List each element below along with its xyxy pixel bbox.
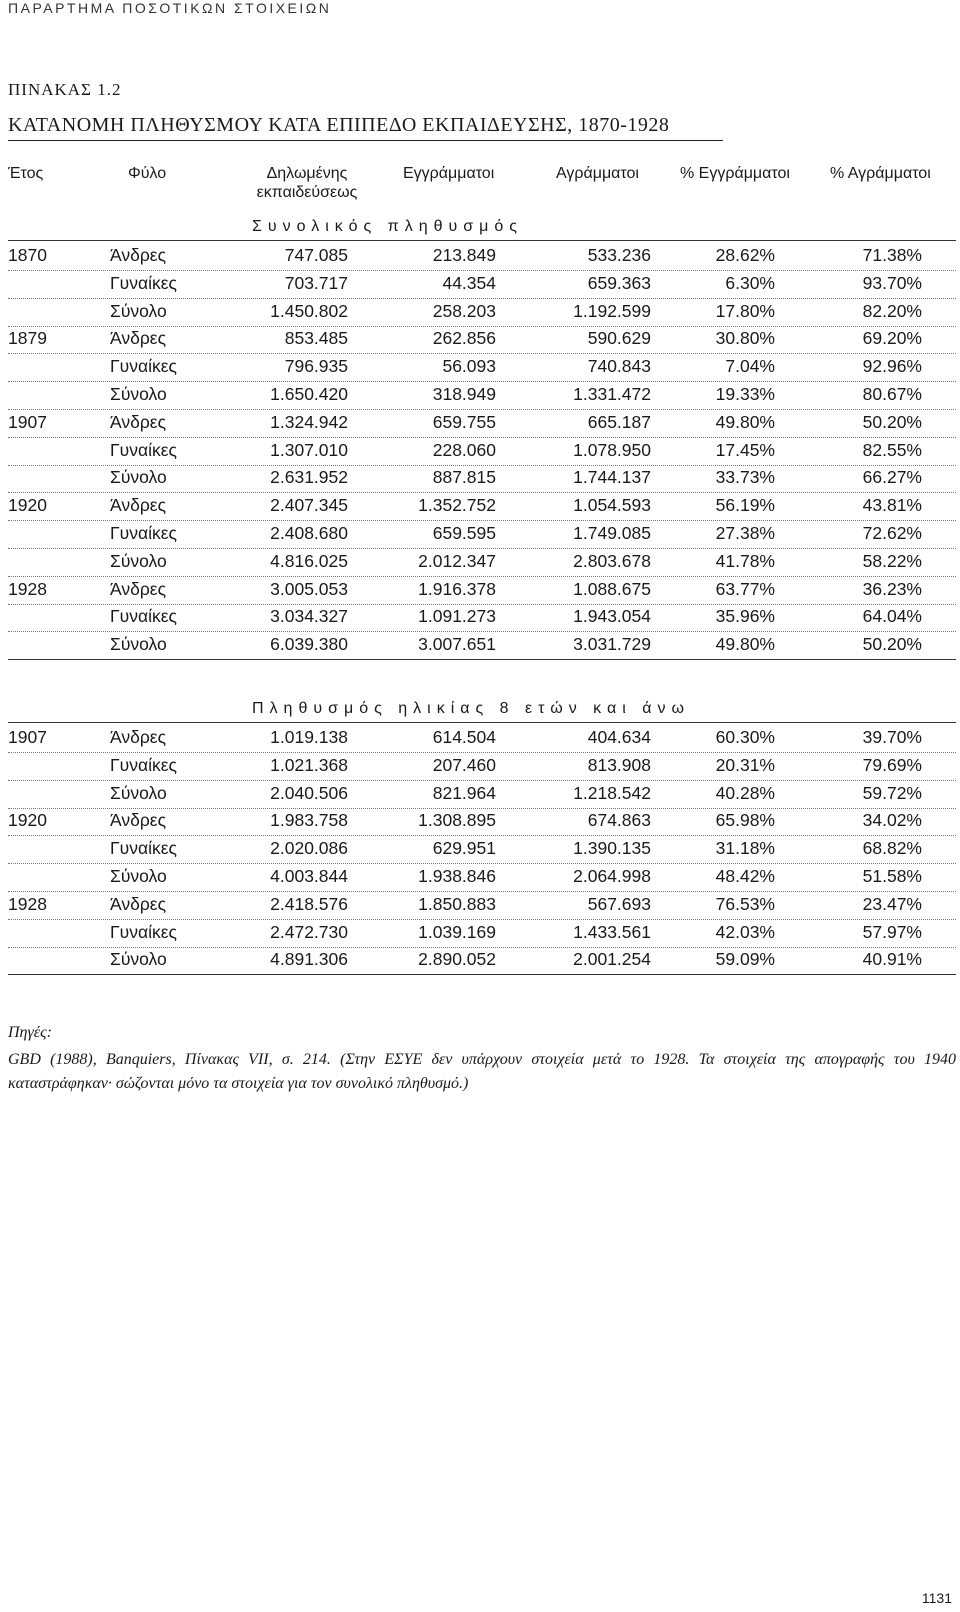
cell-illiterate: 1.088.675 [573, 578, 651, 599]
page-number: 1131 [921, 1590, 952, 1606]
cell-illiterate: 2.064.998 [573, 866, 651, 886]
cell-sex: Άνδρες [110, 495, 167, 516]
header-year: Έτος [8, 165, 44, 182]
cell-literate: 228.060 [432, 439, 496, 460]
header-literate: Εγγράμματοι [403, 165, 495, 182]
cell-year: 1907 [8, 727, 47, 747]
cell-declared: 4.816.025 [270, 550, 348, 571]
cell-pct-illiterate: 36.23% [862, 578, 922, 599]
cell-pct-literate: 59.09% [715, 949, 775, 970]
table-row [8, 863, 956, 892]
cell-pct-literate: 42.03% [715, 921, 775, 942]
cell-pct-illiterate: 23.47% [862, 893, 922, 914]
cell-declared: 3.034.327 [270, 606, 348, 627]
cell-illiterate: 404.634 [587, 727, 651, 747]
cell-pct-literate: 60.30% [715, 727, 775, 747]
cell-declared: 853.485 [284, 328, 348, 349]
table-row [8, 492, 956, 521]
cell-literate: 258.203 [432, 300, 496, 321]
cell-illiterate: 2.001.254 [573, 949, 651, 970]
cell-illiterate: 1.433.561 [573, 921, 651, 942]
section-rule-total [8, 240, 956, 241]
cell-literate: 1.091.273 [418, 606, 496, 627]
table-row [8, 631, 956, 660]
cell-sex: Γυναίκες [110, 439, 177, 460]
table-row [8, 724, 956, 753]
cell-sex: Γυναίκες [110, 921, 177, 942]
cell-illiterate: 1.943.054 [573, 606, 651, 627]
cell-illiterate: 1.390.135 [573, 838, 651, 859]
cell-pct-literate: 7.04% [725, 356, 775, 377]
title-rule [8, 140, 723, 141]
cell-sex: Άνδρες [110, 328, 167, 349]
cell-declared: 2.408.680 [270, 523, 348, 543]
cell-pct-illiterate: 66.27% [862, 467, 922, 488]
cell-illiterate: 533.236 [587, 245, 651, 265]
cell-sex: Σύνολο [110, 550, 167, 571]
table-row [8, 752, 956, 781]
table-title: ΚΑΤΑΝΟΜΗ ΠΛΗΘΥΣΜΟΥ ΚΑΤΑ ΕΠΙΠΕΔΟ ΕΚΠΑΙΔΕΥΣΗΣ, 1870-1928 [8, 114, 670, 136]
cell-declared: 1.450.802 [270, 300, 348, 321]
cell-pct-literate: 49.80% [715, 634, 775, 655]
cell-illiterate: 1.078.950 [573, 439, 651, 460]
cell-illiterate: 659.363 [587, 272, 651, 293]
cell-pct-literate: 41.78% [715, 550, 775, 571]
cell-declared: 1.983.758 [270, 810, 348, 831]
table-row [8, 807, 956, 836]
section-heading-age8: Πληθυσμός ηλικίας 8 ετών και άνω [252, 700, 690, 717]
cell-sex: Σύνολο [110, 467, 167, 488]
cell-illiterate: 674.863 [587, 810, 651, 831]
cell-literate: 614.504 [432, 727, 496, 747]
cell-pct-literate: 31.18% [715, 838, 775, 859]
cell-illiterate: 1.218.542 [573, 782, 651, 803]
cell-sex: Σύνολο [110, 866, 167, 886]
cell-sex: Σύνολο [110, 782, 167, 803]
running-head: ΠΑΡΑΡΤΗΜΑ ΠΟΣΟΤΙΚΩΝ ΣΤΟΙΧΕΙΩΝ [8, 0, 332, 16]
cell-literate: 1.308.895 [418, 810, 496, 831]
cell-pct-illiterate: 57.97% [862, 921, 922, 942]
cell-declared: 3.005.053 [270, 578, 348, 599]
cell-pct-literate: 17.45% [715, 439, 775, 460]
header-sex: Φύλο [128, 165, 167, 182]
table-row [8, 946, 956, 975]
header-pct-literate: % Εγγράμματοι [680, 165, 790, 182]
cell-pct-illiterate: 72.62% [862, 523, 922, 543]
cell-literate: 262.856 [432, 328, 496, 349]
cell-declared: 2.472.730 [270, 921, 348, 942]
cell-pct-literate: 65.98% [715, 810, 775, 831]
cell-declared: 747.085 [284, 245, 348, 265]
cell-sex: Γυναίκες [110, 356, 177, 377]
table-row [8, 409, 956, 438]
cell-pct-illiterate: 82.55% [862, 439, 922, 460]
cell-declared: 6.039.380 [270, 634, 348, 655]
cell-literate: 3.007.651 [418, 634, 496, 655]
cell-pct-illiterate: 92.96% [862, 356, 922, 377]
cell-declared: 1.021.368 [270, 754, 348, 775]
cell-literate: 2.890.052 [418, 949, 496, 970]
cell-pct-literate: 27.38% [715, 523, 775, 543]
cell-sex: Γυναίκες [110, 523, 177, 543]
sources-text: GBD (1988), Banquiers, Πίνακας VII, σ. 214. (Στην ΕΣΥΕ δεν υπάρχουν στοιχεία μετά το 1928. Τα στοιχεία της απογραφής του 1940 καταστράφηκαν· σώζονται μόνο τα στοιχεία για τον συνολικό πληθυσμό.) [8, 1051, 956, 1092]
header-declared [252, 164, 362, 202]
cell-pct-illiterate: 39.70% [862, 727, 922, 747]
cell-declared: 1.307.010 [270, 439, 348, 460]
cell-literate: 56.093 [442, 356, 496, 377]
table-row [8, 520, 956, 549]
header-pct-illiterate: % Αγράμματοι [830, 165, 931, 182]
cell-pct-literate: 48.42% [715, 866, 775, 886]
cell-illiterate: 1.331.472 [573, 384, 651, 404]
cell-literate: 1.352.752 [418, 495, 496, 516]
cell-declared: 4.891.306 [270, 949, 348, 970]
cell-declared: 2.040.506 [270, 782, 348, 803]
cell-literate: 1.850.883 [418, 893, 496, 914]
table-row [8, 576, 956, 605]
cell-illiterate: 1.744.137 [573, 467, 651, 488]
section-rule-age8 [8, 722, 956, 723]
table-row [8, 353, 956, 382]
cell-illiterate: 740.843 [587, 356, 651, 377]
cell-declared: 2.020.086 [270, 838, 348, 859]
cell-illiterate: 1.192.599 [573, 300, 651, 321]
table-row [8, 548, 956, 577]
cell-literate: 2.012.347 [418, 550, 496, 571]
cell-pct-illiterate: 68.82% [862, 838, 922, 859]
cell-literate: 1.916.378 [418, 578, 496, 599]
cell-pct-illiterate: 69.20% [862, 328, 922, 349]
table-label: ΠΙΝΑΚΑΣ 1.2 [8, 80, 122, 99]
cell-literate: 659.595 [432, 523, 496, 543]
cell-sex: Άνδρες [110, 245, 167, 265]
table-row [8, 325, 956, 354]
cell-sex: Άνδρες [110, 727, 167, 747]
cell-literate: 1.039.169 [418, 921, 496, 942]
cell-pct-literate: 6.30% [725, 272, 775, 293]
cell-sex: Γυναίκες [110, 606, 177, 627]
cell-sex: Άνδρες [110, 411, 167, 432]
cell-sex: Σύνολο [110, 384, 167, 404]
header-declared-line2: εκπαιδεύσεως [256, 184, 358, 201]
cell-pct-literate: 19.33% [715, 384, 775, 404]
table-row [8, 835, 956, 864]
cell-sex: Γυναίκες [110, 838, 177, 859]
cell-pct-literate: 76.53% [715, 893, 775, 914]
cell-pct-literate: 40.28% [715, 782, 775, 803]
cell-sex: Άνδρες [110, 893, 167, 914]
cell-pct-literate: 35.96% [715, 606, 775, 627]
cell-pct-literate: 30.80% [715, 328, 775, 349]
cell-pct-illiterate: 93.70% [862, 272, 922, 293]
cell-literate: 318.949 [432, 384, 496, 404]
cell-declared: 703.717 [284, 272, 348, 293]
cell-sex: Άνδρες [110, 810, 167, 831]
cell-illiterate: 3.031.729 [573, 634, 651, 655]
header-illiterate: Αγράμματοι [556, 165, 639, 182]
cell-declared: 1.019.138 [270, 727, 348, 747]
cell-literate: 629.951 [432, 838, 496, 859]
cell-illiterate: 1.749.085 [573, 523, 651, 543]
cell-sex: Σύνολο [110, 634, 167, 655]
cell-year: 1920 [8, 495, 47, 516]
cell-pct-illiterate: 64.04% [862, 606, 922, 627]
cell-pct-illiterate: 40.91% [862, 949, 922, 970]
cell-declared: 2.631.952 [270, 467, 348, 488]
header-declared-line1: Δηλωμένης [266, 165, 348, 182]
cell-sex: Σύνολο [110, 949, 167, 970]
cell-pct-literate: 28.62% [715, 245, 775, 265]
table-row [8, 437, 956, 466]
cell-pct-illiterate: 50.20% [862, 634, 922, 655]
table-row [8, 464, 956, 493]
table-row [8, 603, 956, 632]
table-row [8, 891, 956, 920]
cell-literate: 207.460 [432, 754, 496, 775]
cell-sex: Γυναίκες [110, 754, 177, 775]
cell-literate: 821.964 [432, 782, 496, 803]
sources-label: Πηγές: [8, 1024, 52, 1041]
cell-illiterate: 567.693 [587, 893, 651, 914]
section-heading-total: Συνολικός πληθυσμός [252, 218, 523, 235]
cell-literate: 213.849 [432, 245, 496, 265]
cell-pct-illiterate: 71.38% [862, 245, 922, 265]
table-row [8, 298, 956, 327]
cell-year: 1928 [8, 578, 47, 599]
cell-pct-literate: 63.77% [715, 578, 775, 599]
cell-declared: 4.003.844 [270, 866, 348, 886]
cell-pct-literate: 20.31% [715, 754, 775, 775]
cell-literate: 887.815 [432, 467, 496, 488]
cell-pct-illiterate: 80.67% [862, 384, 922, 404]
cell-declared: 2.407.345 [270, 495, 348, 516]
cell-pct-illiterate: 51.58% [862, 866, 922, 886]
cell-sex: Άνδρες [110, 578, 167, 599]
cell-declared: 796.935 [284, 356, 348, 377]
cell-pct-illiterate: 50.20% [862, 411, 922, 432]
cell-pct-illiterate: 59.72% [862, 782, 922, 803]
cell-pct-literate: 49.80% [715, 411, 775, 432]
cell-declared: 1.650.420 [270, 384, 348, 404]
cell-year: 1879 [8, 328, 47, 349]
table-row [8, 919, 956, 948]
cell-illiterate: 590.629 [587, 328, 651, 349]
table-row [8, 270, 956, 299]
cell-year: 1920 [8, 810, 47, 831]
cell-illiterate: 813.908 [587, 754, 651, 775]
cell-year: 1907 [8, 411, 47, 432]
cell-pct-illiterate: 82.20% [862, 300, 922, 321]
cell-year: 1870 [8, 245, 47, 265]
cell-pct-illiterate: 79.69% [862, 754, 922, 775]
cell-literate: 44.354 [442, 272, 496, 293]
cell-pct-illiterate: 43.81% [862, 495, 922, 516]
cell-pct-literate: 33.73% [715, 467, 775, 488]
cell-illiterate: 1.054.593 [573, 495, 651, 516]
cell-pct-literate: 56.19% [715, 495, 775, 516]
cell-pct-literate: 17.80% [715, 300, 775, 321]
cell-pct-illiterate: 58.22% [862, 550, 922, 571]
cell-illiterate: 665.187 [587, 411, 651, 432]
cell-declared: 1.324.942 [270, 411, 348, 432]
cell-sex: Γυναίκες [110, 272, 177, 293]
cell-sex: Σύνολο [110, 300, 167, 321]
table-row [8, 780, 956, 809]
cell-illiterate: 2.803.678 [573, 550, 651, 571]
table-row [8, 381, 956, 410]
cell-declared: 2.418.576 [270, 893, 348, 914]
cell-pct-illiterate: 34.02% [862, 810, 922, 831]
cell-literate: 1.938.846 [418, 866, 496, 886]
cell-literate: 659.755 [432, 411, 496, 432]
table-row [8, 242, 956, 271]
cell-year: 1928 [8, 893, 47, 914]
